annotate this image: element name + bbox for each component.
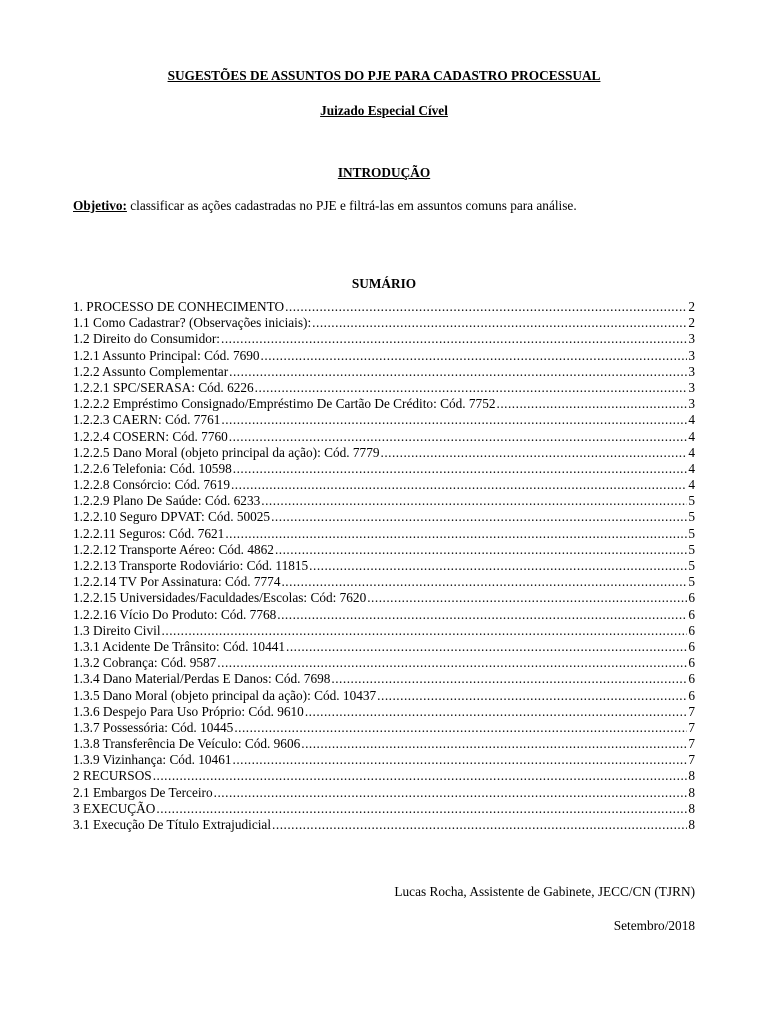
toc-entry[interactable] <box>73 461 695 477</box>
toc-entry-title: 3.1 Execução De Título Extrajudicial <box>73 817 272 832</box>
toc-entry-title: 1.2.2.13 Transporte Rodoviário: Cód. 11815 <box>73 558 309 573</box>
toc-entry[interactable] <box>73 364 695 380</box>
toc-entry[interactable] <box>73 801 695 817</box>
toc-leader-dots <box>214 785 688 801</box>
toc-leader-dots <box>233 752 688 768</box>
toc-entry[interactable] <box>73 445 695 461</box>
toc-leader-dots <box>301 736 687 752</box>
introduction-heading: INTRODUÇÃO <box>337 165 431 180</box>
toc-entry-title: 1.3.1 Acidente De Trânsito: Cód. 10441 <box>73 638 286 654</box>
toc-entry-title: 1.2.2.15 Universidades/Faculdades/Escolas: Cód: 7620 <box>73 590 367 606</box>
toc-entry-page: 6 <box>688 638 695 654</box>
toc-entry-title: 1.3.9 Vizinhança: Cód. 10461 <box>73 752 232 768</box>
toc-entry[interactable] <box>73 817 695 833</box>
document-subtitle: Juizado Especial Cível <box>320 103 448 118</box>
toc-entry-page: 3 <box>688 396 695 412</box>
toc-leader-dots <box>305 704 688 720</box>
toc-leader-dots <box>261 493 687 509</box>
toc-entry[interactable] <box>73 542 695 558</box>
toc-entry-page: 6 <box>688 590 695 606</box>
toc-leader-dots <box>255 380 688 396</box>
toc-entry-title: 1.3.2 Cobrança: Cód. 9587 <box>73 655 217 671</box>
table-of-contents <box>73 299 695 833</box>
toc-entry-title: 1. PROCESSO DE CONHECIMENTO <box>73 299 285 314</box>
toc-entry[interactable] <box>73 331 695 347</box>
toc-entry-title: 1.2.2.12 Transporte Aéreo: Cód. 4862 <box>73 541 274 557</box>
toc-entry-page: 5 <box>688 525 695 541</box>
toc-leader-dots <box>231 477 687 493</box>
toc-entry-page: 7 <box>688 703 695 719</box>
toc-leader-dots <box>381 445 688 461</box>
toc-entry-title: 1.2.2.16 Vício Do Produto: Cód. 7768 <box>73 606 277 622</box>
toc-leader-dots <box>281 574 687 590</box>
toc-entry[interactable] <box>73 688 695 704</box>
toc-entry-page: 6 <box>688 622 695 638</box>
toc-leader-dots <box>377 688 687 704</box>
toc-leader-dots <box>277 607 687 623</box>
toc-entry-title: 1.2.2.4 COSERN: Cód. 7760 <box>73 428 228 444</box>
toc-entry[interactable] <box>73 768 695 784</box>
toc-entry[interactable] <box>73 509 695 525</box>
toc-entry-page: 6 <box>688 606 695 622</box>
toc-entry-page: 7 <box>688 719 695 735</box>
document-title: SUGESTÕES DE ASSUNTOS DO PJE PARA CADASTRO PROCESSUAL <box>167 68 601 83</box>
toc-entry-page: 5 <box>688 558 695 573</box>
toc-entry-title: 1.2.2.5 Dano Moral (objeto principal da ação): Cód. 7779 <box>73 444 380 460</box>
toc-entry-title: 1.2.2.11 Seguros: Cód. 7621 <box>73 525 225 541</box>
toc-entry-page: 4 <box>688 477 695 493</box>
objective-label: Objetivo: <box>73 198 127 213</box>
toc-entry[interactable] <box>73 590 695 606</box>
toc-leader-dots <box>286 639 687 655</box>
toc-entry[interactable] <box>73 477 695 493</box>
toc-entry-page: 3 <box>688 347 695 363</box>
toc-entry-title: 1.2.2 Assunto Complementar <box>73 363 229 379</box>
toc-entry-page: 8 <box>688 784 695 800</box>
toc-entry[interactable] <box>73 493 695 509</box>
toc-entry[interactable] <box>73 720 695 736</box>
toc-entry-title: 1.1 Como Cadastrar? (Observações iniciais): <box>73 315 312 331</box>
toc-entry[interactable] <box>73 429 695 445</box>
toc-entry-page: 5 <box>688 541 695 557</box>
toc-entry[interactable] <box>73 396 695 412</box>
toc-entry-title: 1.2 Direito do Consumidor: <box>73 331 220 347</box>
toc-entry-page: 7 <box>688 752 695 768</box>
toc-entry-page: 4 <box>688 428 695 444</box>
toc-entry[interactable] <box>73 315 695 331</box>
toc-leader-dots <box>153 768 688 784</box>
toc-entry[interactable] <box>73 639 695 655</box>
toc-entry-title: 1.3.7 Possessória: Cód. 10445 <box>73 719 234 735</box>
toc-entry-page: 3 <box>688 379 695 395</box>
toc-entry[interactable] <box>73 607 695 623</box>
toc-leader-dots <box>162 623 688 639</box>
toc-entry-title: 2 RECURSOS <box>73 768 152 784</box>
toc-entry[interactable] <box>73 526 695 542</box>
toc-entry-page: 7 <box>688 736 695 752</box>
toc-leader-dots <box>156 801 687 817</box>
toc-leader-dots <box>275 542 687 558</box>
toc-entry-page: 5 <box>688 493 695 509</box>
toc-leader-dots <box>229 364 687 380</box>
toc-entry-title: 1.3.6 Despejo Para Uso Próprio: Cód. 9610 <box>73 703 304 719</box>
toc-leader-dots <box>229 429 688 445</box>
toc-leader-dots <box>261 348 688 364</box>
toc-entry-title: 1.3.8 Transferência De Veículo: Cód. 9606 <box>73 736 301 752</box>
objective-text: classificar as ações cadastradas no PJE e filtrá-las em assuntos comuns para análise. <box>126 198 577 213</box>
toc-leader-dots <box>331 671 687 687</box>
objective-paragraph <box>73 198 713 214</box>
toc-entry-page: 6 <box>688 671 695 687</box>
toc-entry-title: 1.2.2.3 CAERN: Cód. 7761 <box>73 412 221 428</box>
toc-entry[interactable] <box>73 655 695 671</box>
toc-entry-title: 1.2.2.8 Consórcio: Cód. 7619 <box>73 477 230 493</box>
toc-entry[interactable] <box>73 752 695 768</box>
toc-entry-page: 3 <box>688 331 695 347</box>
toc-entry[interactable] <box>73 348 695 364</box>
toc-entry-title: 1.2.2.14 TV Por Assinatura: Cód. 7774 <box>73 574 281 590</box>
toc-entry[interactable] <box>73 299 695 315</box>
toc-leader-dots <box>217 655 687 671</box>
toc-leader-dots <box>221 412 687 428</box>
toc-leader-dots <box>312 315 687 331</box>
toc-entry[interactable] <box>73 558 695 574</box>
toc-entry[interactable] <box>73 785 695 801</box>
toc-entry-page: 6 <box>688 655 695 671</box>
toc-leader-dots <box>225 526 687 542</box>
toc-entry-page: 2 <box>688 315 695 331</box>
toc-entry-page: 8 <box>688 800 695 816</box>
toc-leader-dots <box>272 817 687 833</box>
author-line: Lucas Rocha, Assistente de Gabinete, JECC/CN (TJRN) <box>394 884 695 899</box>
toc-leader-dots <box>497 396 688 412</box>
toc-entry-title: 1.3.5 Dano Moral (objeto principal da ação): Cód. 10437 <box>73 687 377 703</box>
toc-entry-page: 3 <box>688 363 695 379</box>
toc-entry[interactable] <box>73 623 695 639</box>
toc-leader-dots <box>221 331 687 347</box>
toc-entry-title: 1.2.2.9 Plano De Saúde: Cód. 6233 <box>73 493 261 509</box>
toc-entry-title: 3 EXECUÇÃO <box>73 800 156 816</box>
toc-entry-page: 5 <box>688 574 695 590</box>
toc-entry-title: 1.2.2.2 Empréstimo Consignado/Empréstimo De Cartão De Crédito: Cód. 7752 <box>73 396 496 412</box>
toc-entry-page: 6 <box>688 687 695 703</box>
toc-entry-page: 2 <box>688 299 695 314</box>
toc-entry-title: 1.2.2.10 Seguro DPVAT: Cód. 50025 <box>73 509 271 525</box>
toc-leader-dots <box>234 720 687 736</box>
toc-leader-dots <box>233 461 688 477</box>
toc-entry-title: 1.2.2.6 Telefonia: Cód. 10598 <box>73 460 232 476</box>
summary-heading: SUMÁRIO <box>351 276 417 291</box>
toc-leader-dots <box>309 558 687 574</box>
toc-entry[interactable] <box>73 671 695 687</box>
toc-leader-dots <box>271 509 687 525</box>
document-date: Setembro/2018 <box>613 918 695 933</box>
toc-entry-title: 1.2.2.1 SPC/SERASA: Cód. 6226 <box>73 379 254 395</box>
toc-entry[interactable] <box>73 736 695 752</box>
toc-entry-page: 4 <box>688 460 695 476</box>
toc-entry-title: 1.3.4 Dano Material/Perdas E Danos: Cód. 7698 <box>73 671 331 687</box>
toc-entry-title: 2.1 Embargos De Terceiro <box>73 784 213 800</box>
toc-entry-page: 4 <box>688 412 695 428</box>
toc-leader-dots <box>285 299 687 315</box>
toc-leader-dots <box>367 590 687 606</box>
toc-entry[interactable] <box>73 412 695 428</box>
toc-entry-page: 4 <box>688 444 695 460</box>
toc-entry[interactable] <box>73 704 695 720</box>
toc-entry-title: 1.2.1 Assunto Principal: Cód. 7690 <box>73 347 260 363</box>
toc-entry-page: 8 <box>688 768 695 784</box>
toc-entry[interactable] <box>73 380 695 396</box>
toc-entry-title: 1.3 Direito Civil <box>73 622 161 638</box>
toc-entry-page: 5 <box>688 509 695 525</box>
toc-entry[interactable] <box>73 574 695 590</box>
toc-entry-page: 8 <box>688 817 695 832</box>
